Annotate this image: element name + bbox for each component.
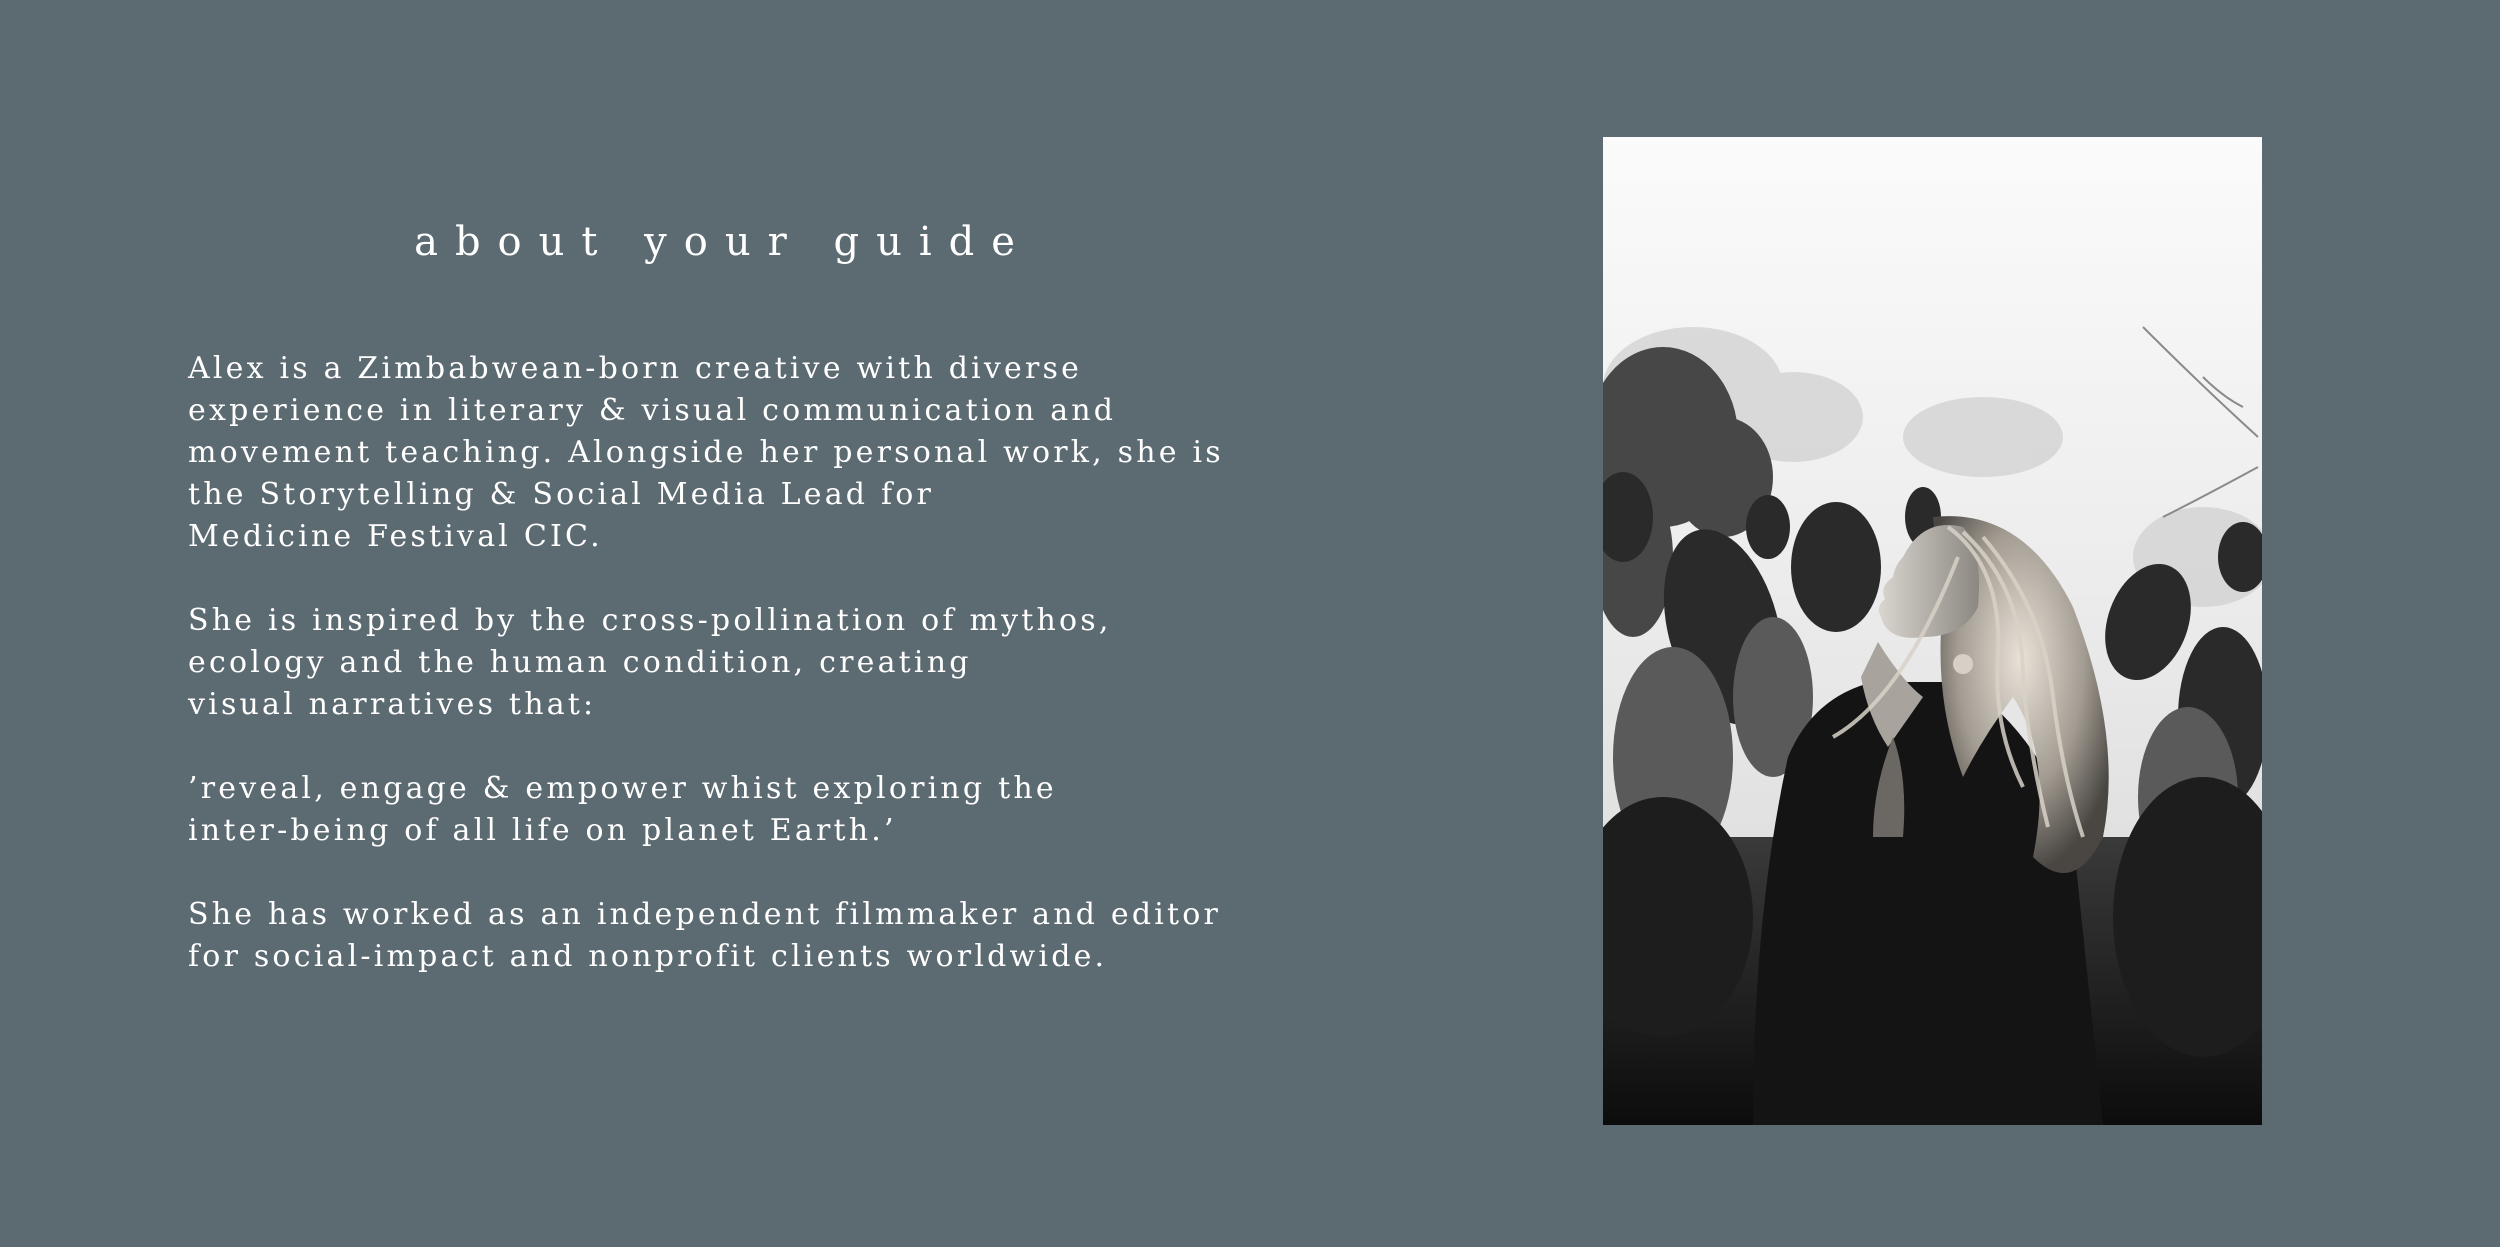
bio-line: movement teaching. Alongside her personal work, she is bbox=[188, 435, 1224, 470]
bio-line: for social-impact and nonprofit clients worldwide. bbox=[188, 939, 1108, 974]
bio-line: Alex is a Zimbabwean-born creative with diverse bbox=[188, 351, 1083, 386]
bio-quote bbox=[188, 768, 1308, 852]
guide-portrait-photo bbox=[1603, 137, 2262, 1125]
bio-line: She has worked as an independent filmmaker and editor bbox=[188, 897, 1222, 932]
bio-line: experience in literary & visual communication and bbox=[188, 393, 1117, 428]
bio-line: Medicine Festival CIC. bbox=[188, 519, 603, 554]
bio-text bbox=[188, 348, 1308, 1020]
bio-line: ’reveal, engage & empower whist exploring the bbox=[188, 771, 1057, 806]
section-title: about your guide bbox=[414, 219, 1032, 265]
bio-line: She is inspired by the cross-pollination of mythos, bbox=[188, 603, 1112, 638]
bio-line: the Storytelling & Social Media Lead for bbox=[188, 477, 935, 512]
bio-line: inter-being of all life on planet Earth.’ bbox=[188, 813, 897, 848]
bio-line: visual narratives that: bbox=[188, 687, 597, 722]
bio-paragraph-intro bbox=[188, 348, 1308, 558]
bio-paragraph-work bbox=[188, 894, 1308, 978]
bio-paragraph-inspiration bbox=[188, 600, 1308, 726]
bio-line: ecology and the human condition, creating bbox=[188, 645, 972, 680]
